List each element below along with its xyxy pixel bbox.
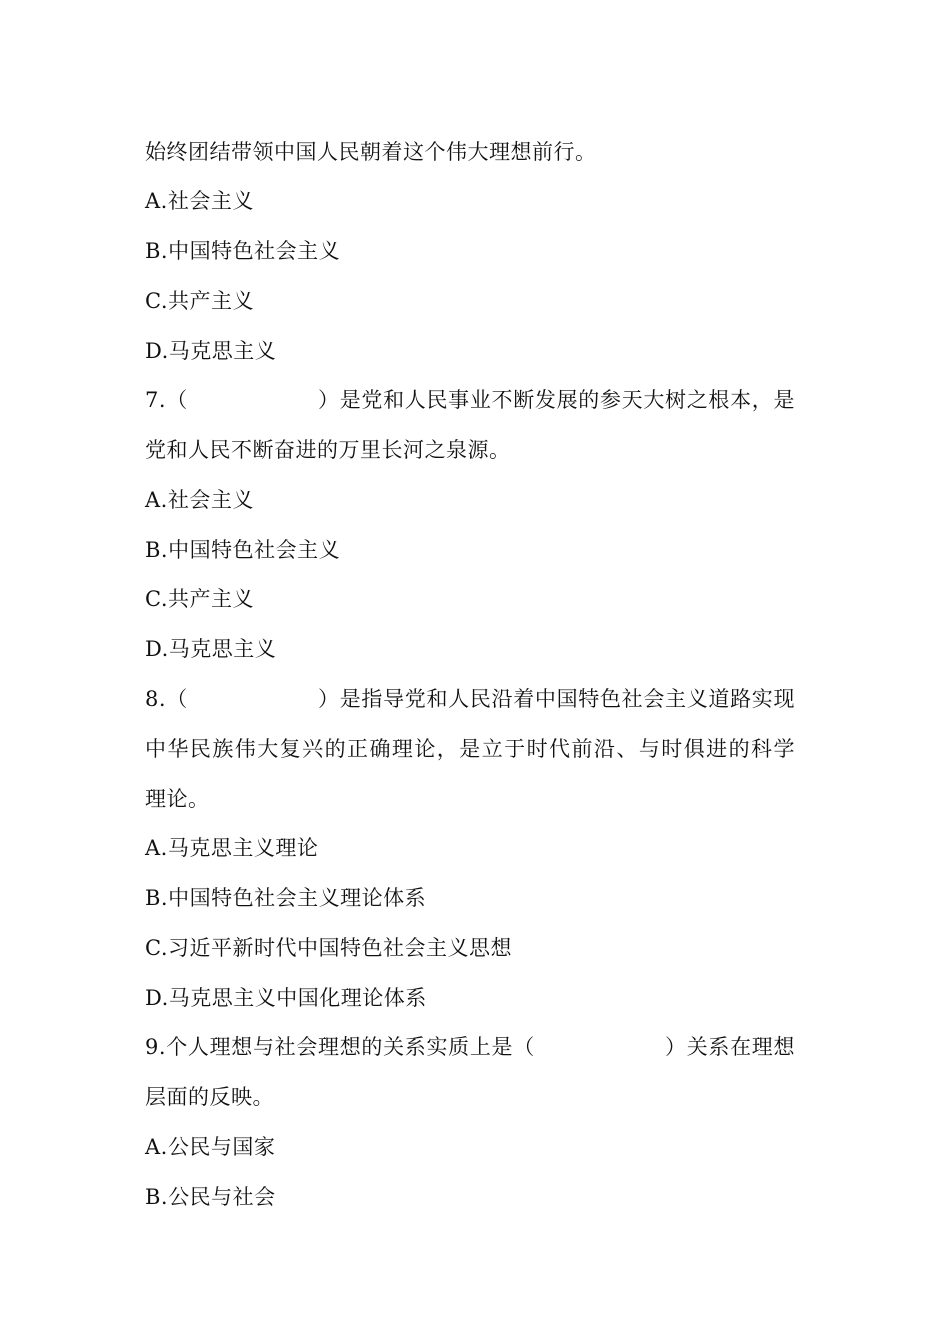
question-7-stem-line-1: 7.（ ）是党和人民事业不断发展的参天大树之根本，是: [145, 388, 795, 412]
question-6-option-a: A.社会主义: [145, 189, 254, 213]
question-8-stem-line-1: 8.（ ）是指导党和人民沿着中国特色社会主义道路实现: [145, 687, 795, 711]
question-6-option-c: C.共产主义: [145, 289, 254, 313]
question-6-option-b: B.中国特色社会主义: [145, 239, 341, 263]
question-7-stem-line-2: 党和人民不断奋进的万里长河之泉源。: [145, 438, 511, 462]
question-8-option-b: B.中国特色社会主义理论体系: [145, 886, 427, 910]
question-9-stem-line-2: 层面的反映。: [145, 1085, 274, 1109]
question-9-option-b: B.公民与社会: [145, 1185, 276, 1209]
question-9-stem-line-1: 9.个人理想与社会理想的关系实质上是（ ）关系在理想: [145, 1035, 795, 1059]
question-7-option-d: D.马克思主义: [145, 637, 277, 661]
question-9-option-a: A.公民与国家: [145, 1135, 276, 1159]
question-6-stem-end: 始终团结带领中国人民朝着这个伟大理想前行。: [145, 140, 597, 164]
question-7-option-b: B.中国特色社会主义: [145, 538, 341, 562]
question-6-option-d: D.马克思主义: [145, 339, 277, 363]
question-8-stem-line-3: 理论。: [145, 787, 210, 811]
question-7-option-a: A.社会主义: [145, 488, 254, 512]
question-8-stem-line-2: 中华民族伟大复兴的正确理论，是立于时代前沿、与时俱进的科学: [145, 737, 795, 761]
question-7-option-c: C.共产主义: [145, 587, 254, 611]
question-8-option-c: C.习近平新时代中国特色社会主义思想: [145, 936, 512, 960]
question-8-option-a: A.马克思主义理论: [145, 836, 319, 860]
question-8-option-d: D.马克思主义中国化理论体系: [145, 986, 427, 1010]
